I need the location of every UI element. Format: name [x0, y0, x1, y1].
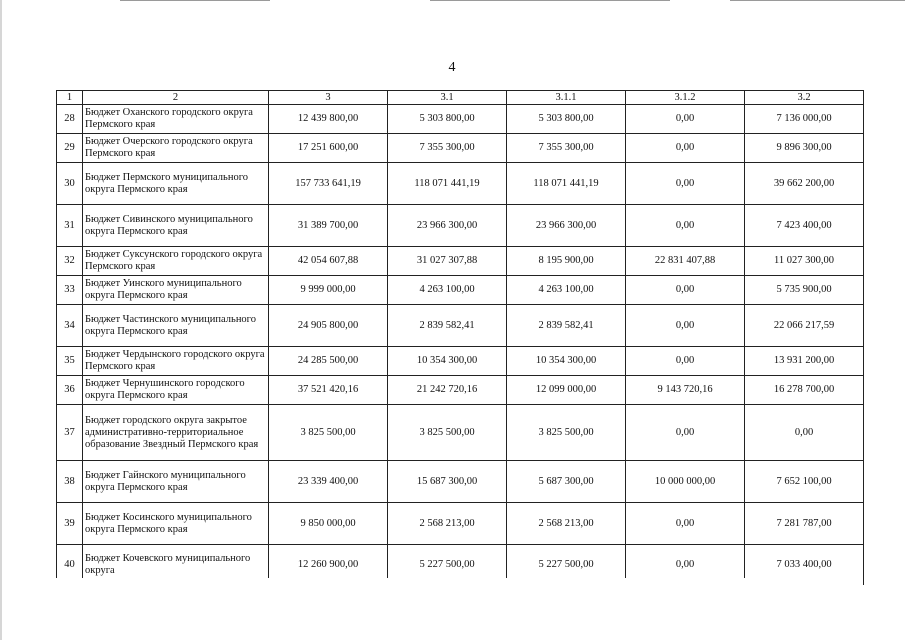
amount-3-1-2: 0,00 [626, 545, 745, 585]
amount-3-1-1: 4 263 100,00 [507, 276, 626, 305]
amount-3-2: 11 027 300,00 [745, 247, 864, 276]
amount-3-1-1: 12 099 000,00 [507, 376, 626, 405]
column-header: 1 [57, 91, 83, 105]
row-number: 35 [57, 347, 83, 376]
budget-name: Бюджет Частинского муниципального округа Пермского края [83, 305, 269, 347]
row-number: 29 [57, 134, 83, 163]
table-row [57, 205, 864, 247]
column-header: 2 [83, 91, 269, 105]
amount-3-1: 3 825 500,00 [388, 405, 507, 461]
total-amount: 157 733 641,19 [269, 163, 388, 205]
total-amount: 23 339 400,00 [269, 461, 388, 503]
table-header-row [57, 91, 864, 105]
amount-3-1: 15 687 300,00 [388, 461, 507, 503]
table-row [57, 276, 864, 305]
amount-3-1-1: 2 568 213,00 [507, 503, 626, 545]
amount-3-2: 7 423 400,00 [745, 205, 864, 247]
amount-3-1-1: 118 071 441,19 [507, 163, 626, 205]
amount-3-2: 22 066 217,59 [745, 305, 864, 347]
budget-name: Бюджет Чернушинского городского округа Пермского края [83, 376, 269, 405]
amount-3-1-1: 7 355 300,00 [507, 134, 626, 163]
row-number: 40 [57, 545, 83, 585]
budget-name: Бюджет Гайнского муниципального округа Пермского края [83, 461, 269, 503]
amount-3-1: 4 263 100,00 [388, 276, 507, 305]
amount-3-1-2: 10 000 000,00 [626, 461, 745, 503]
table-row [57, 305, 864, 347]
scan-top-edge-line [730, 0, 905, 1]
budget-name: Бюджет Пермского муниципального округа Пермского края [83, 163, 269, 205]
table-row [57, 376, 864, 405]
row-number: 31 [57, 205, 83, 247]
budget-table [56, 90, 864, 585]
budget-name: Бюджет Оханского городского округа Пермского края [83, 105, 269, 134]
row-number: 30 [57, 163, 83, 205]
amount-3-2: 39 662 200,00 [745, 163, 864, 205]
column-header: 3.1.2 [626, 91, 745, 105]
amount-3-1: 2 568 213,00 [388, 503, 507, 545]
total-amount: 9 999 000,00 [269, 276, 388, 305]
amount-3-1: 2 839 582,41 [388, 305, 507, 347]
amount-3-1-1: 5 687 300,00 [507, 461, 626, 503]
amount-3-2: 7 033 400,00 [745, 545, 864, 585]
row-number: 34 [57, 305, 83, 347]
table-row [57, 134, 864, 163]
amount-3-1-1: 23 966 300,00 [507, 205, 626, 247]
amount-3-1-2: 0,00 [626, 134, 745, 163]
row-number: 36 [57, 376, 83, 405]
amount-3-2: 5 735 900,00 [745, 276, 864, 305]
budget-name: Бюджет Уинского муниципального округа Пермского края [83, 276, 269, 305]
amount-3-2: 7 136 000,00 [745, 105, 864, 134]
total-amount: 12 439 800,00 [269, 105, 388, 134]
row-number: 33 [57, 276, 83, 305]
budget-name: Бюджет городского округа закрытое административно-территориальное образование Звездный Пермского края [83, 405, 269, 461]
amount-3-2: 9 896 300,00 [745, 134, 864, 163]
amount-3-1-2: 0,00 [626, 105, 745, 134]
amount-3-1-2: 0,00 [626, 205, 745, 247]
table-row [57, 105, 864, 134]
amount-3-1-2: 9 143 720,16 [626, 376, 745, 405]
amount-3-2: 7 652 100,00 [745, 461, 864, 503]
amount-3-1: 5 227 500,00 [388, 545, 507, 585]
budget-name: Бюджет Очерского городского округа Пермского края [83, 134, 269, 163]
amount-3-2: 16 278 700,00 [745, 376, 864, 405]
amount-3-2: 13 931 200,00 [745, 347, 864, 376]
amount-3-2: 7 281 787,00 [745, 503, 864, 545]
row-number: 38 [57, 461, 83, 503]
total-amount: 37 521 420,16 [269, 376, 388, 405]
total-amount: 3 825 500,00 [269, 405, 388, 461]
table-row [57, 163, 864, 205]
column-header: 3.2 [745, 91, 864, 105]
amount-3-1-1: 2 839 582,41 [507, 305, 626, 347]
amount-3-1-2: 22 831 407,88 [626, 247, 745, 276]
column-header: 3.1.1 [507, 91, 626, 105]
amount-3-1-2: 0,00 [626, 503, 745, 545]
scan-top-edge-line [430, 0, 670, 1]
total-amount: 31 389 700,00 [269, 205, 388, 247]
budget-name: Бюджет Косинского муниципального округа Пермского края [83, 503, 269, 545]
amount-3-1: 23 966 300,00 [388, 205, 507, 247]
table-row [57, 247, 864, 276]
amount-3-1-2: 0,00 [626, 347, 745, 376]
row-number: 28 [57, 105, 83, 134]
row-number: 32 [57, 247, 83, 276]
table-row [57, 461, 864, 503]
amount-3-1-2: 0,00 [626, 276, 745, 305]
page-number: 4 [448, 60, 456, 75]
table-row [57, 347, 864, 376]
page-crop-mask [56, 578, 863, 640]
table-row [57, 503, 864, 545]
column-header: 3 [269, 91, 388, 105]
amount-3-1: 5 303 800,00 [388, 105, 507, 134]
amount-3-1-2: 0,00 [626, 405, 745, 461]
amount-3-2: 0,00 [745, 405, 864, 461]
total-amount: 12 260 900,00 [269, 545, 388, 585]
row-number: 37 [57, 405, 83, 461]
amount-3-1-1: 8 195 900,00 [507, 247, 626, 276]
total-amount: 9 850 000,00 [269, 503, 388, 545]
amount-3-1: 7 355 300,00 [388, 134, 507, 163]
amount-3-1: 21 242 720,16 [388, 376, 507, 405]
budget-name: Бюджет Сивинского муниципального округа Пермского края [83, 205, 269, 247]
scan-left-edge [0, 0, 2, 640]
amount-3-1-2: 0,00 [626, 305, 745, 347]
amount-3-1-1: 5 227 500,00 [507, 545, 626, 585]
amount-3-1-2: 0,00 [626, 163, 745, 205]
amount-3-1-1: 10 354 300,00 [507, 347, 626, 376]
row-number: 39 [57, 503, 83, 545]
amount-3-1: 31 027 307,88 [388, 247, 507, 276]
table-row [57, 405, 864, 461]
amount-3-1-1: 3 825 500,00 [507, 405, 626, 461]
amount-3-1: 10 354 300,00 [388, 347, 507, 376]
amount-3-1-1: 5 303 800,00 [507, 105, 626, 134]
budget-name: Бюджет Кочевского муниципального округа [83, 545, 269, 585]
column-header: 3.1 [388, 91, 507, 105]
total-amount: 17 251 600,00 [269, 134, 388, 163]
budget-name: Бюджет Чердынского городского округа Пермского края [83, 347, 269, 376]
total-amount: 42 054 607,88 [269, 247, 388, 276]
total-amount: 24 905 800,00 [269, 305, 388, 347]
scan-top-edge-line [120, 0, 270, 1]
budget-name: Бюджет Суксунского городского округа Пермского края [83, 247, 269, 276]
total-amount: 24 285 500,00 [269, 347, 388, 376]
amount-3-1: 118 071 441,19 [388, 163, 507, 205]
